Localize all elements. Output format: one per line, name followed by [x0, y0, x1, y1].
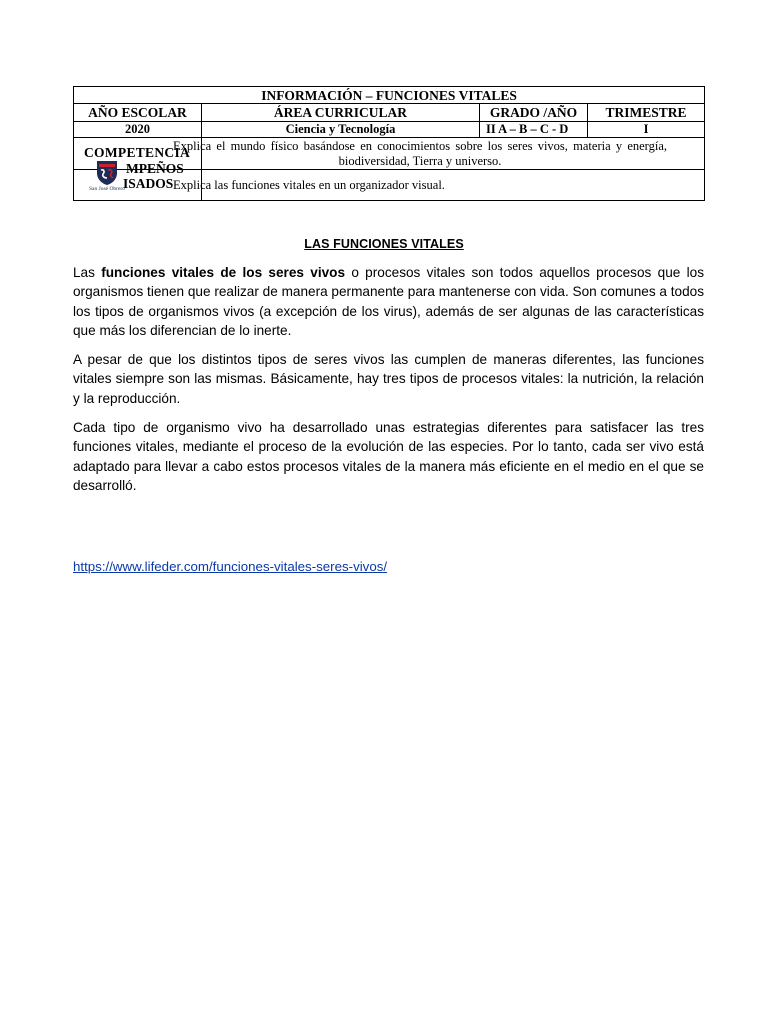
info-table — [73, 86, 705, 201]
desempenos-label-line-1: MPEÑOS — [126, 161, 184, 176]
paragraph-1-bold: funciones vitales de los seres vivos — [101, 265, 346, 280]
school-shield-icon — [96, 160, 118, 186]
desempenos-row — [74, 170, 705, 201]
paragraph-1-rest: o procesos vitales son todos aquellos procesos que los organismos tienen que realizar de manera permanente para mantenerse con vida. Son comunes a todos los tipos de organismos vivos (a excepción de los virus), además de ser algunas de las características que más los diferencian de lo inerte. — [73, 265, 704, 338]
value-term: I — [588, 122, 705, 138]
info-table-title-row — [74, 87, 705, 104]
value-year: 2020 — [74, 122, 202, 138]
source-link[interactable]: https://www.lifeder.com/funciones-vitales-seres-vivos/ — [73, 559, 388, 574]
section-heading: LAS FUNCIONES VITALES — [304, 237, 464, 251]
info-table-values-row — [74, 122, 705, 138]
desempenos-text: Explica las funciones vitales en un organizador visual. — [169, 170, 672, 201]
value-grade: II A – B – C - D — [480, 122, 588, 138]
header-year: AÑO ESCOLAR — [74, 104, 202, 122]
header-grade: GRADO /AÑO — [480, 104, 588, 122]
paragraph-1-start: Las — [73, 265, 102, 280]
paragraph-2: A pesar de que los distintos tipos de seres vivos las cumplen de maneras diferentes, las funciones vitales siempre son las mismas. Básicamente, hay tres tipos de procesos vitales: la nutrición, la relación y la reproducción. — [73, 352, 704, 406]
header-term: TRIMESTRE — [588, 104, 705, 122]
competencia-text: Explica el mundo físico basándose en conocimientos sobre los seres vivos, materia y energía, biodiversidad, Tierra y universo. — [169, 138, 672, 170]
desempenos-label-line-2: ISADOS — [123, 176, 174, 191]
value-area: Ciencia y Tecnología — [202, 122, 480, 138]
header-area: ÁREA CURRICULAR — [202, 104, 480, 122]
paragraph-3: Cada tipo de organismo vivo ha desarrollado unas estrategias diferentes para satisfacer las tres funciones vitales, mediante el proceso de la evolución de las especies. Por lo tanto, cada ser vivo está adaptado para llevar a cabo estos procesos vitales de la manera más eficiente en el medio en el que se desarrolló. — [73, 420, 704, 493]
school-logo-text: San José Obrero — [88, 186, 126, 192]
info-table-title: INFORMACIÓN – FUNCIONES VITALES — [74, 87, 705, 104]
info-table-header-row — [74, 104, 705, 122]
paragraph-1 — [73, 263, 704, 340]
competencia-label: COMPETENCIA — [84, 145, 191, 160]
